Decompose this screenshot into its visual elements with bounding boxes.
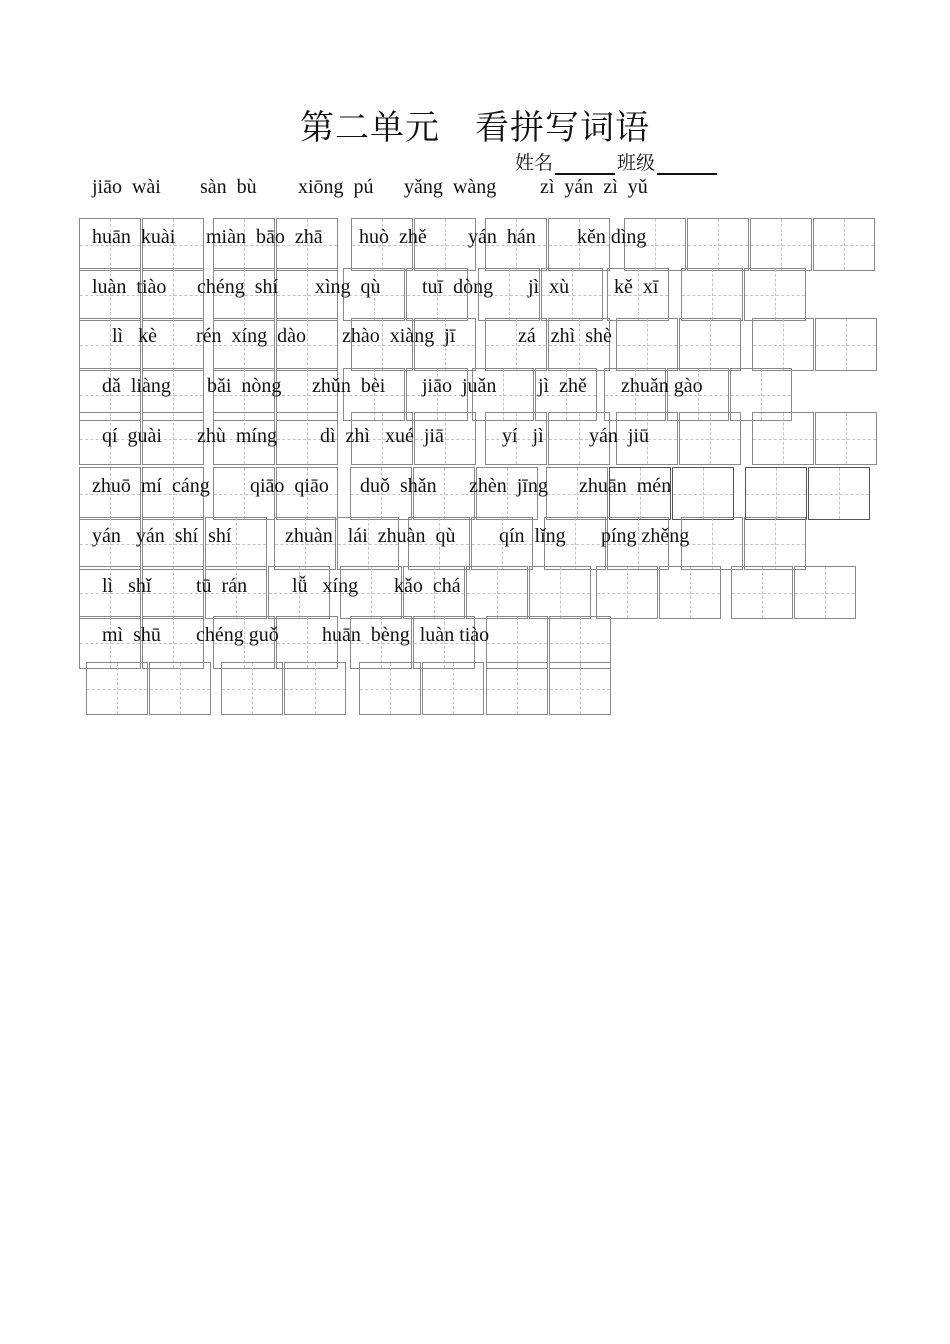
pinyin-word: píng zhěng [601,525,690,547]
pinyin-word: lì kè [112,325,157,347]
writing-box[interactable] [744,268,806,321]
pinyin-word: tū rán [196,575,248,597]
writing-box[interactable] [731,566,793,619]
student-info [515,148,719,175]
pinyin-word: yí jì [502,425,544,447]
writing-box[interactable] [596,566,658,619]
pinyin-word: chéng guǒ [196,624,279,646]
pinyin-word: zhuǎn gào [621,375,703,397]
writing-box[interactable] [359,662,421,715]
pinyin-word: huān kuài [92,226,176,248]
writing-box[interactable] [681,268,743,321]
writing-box[interactable] [529,566,591,619]
pinyin-word: tuī dòng [422,276,494,298]
writing-box[interactable] [486,662,548,715]
writing-box[interactable] [284,662,346,715]
writing-box[interactable] [672,467,734,520]
writing-box[interactable] [422,662,484,715]
pinyin-word: qiāo qiāo [250,475,329,497]
writing-box[interactable] [752,318,814,371]
pinyin-word: huān bèng luàn tiào [322,624,490,646]
pinyin-word: jiāo wài [92,176,161,198]
writing-box[interactable] [221,662,283,715]
pinyin-word: zá zhì shè [518,325,612,347]
class-blank[interactable] [657,155,717,175]
page-title: 第二单元 看拼写词语 [300,108,650,148]
writing-box[interactable] [687,218,749,271]
pinyin-word: kǎo chá [394,575,461,597]
pinyin-word: sàn bù [200,176,257,198]
class-label: 班级 [617,152,656,174]
pinyin-word: yán hán [468,226,536,248]
pinyin-word: qí guài [102,425,162,447]
writing-box[interactable] [681,517,743,570]
pinyin-word: mì shū [102,624,161,646]
writing-box[interactable] [745,467,807,520]
writing-box[interactable] [815,318,877,371]
pinyin-word: luàn tiào [92,276,167,298]
writing-box[interactable] [794,566,856,619]
pinyin-word: zhèn jīng [469,475,548,497]
pinyin-word: xiōng pú [298,176,374,198]
pinyin-word: kěn dìng [577,226,647,248]
writing-box[interactable] [466,566,528,619]
pinyin-word: duǒ shǎn [360,475,437,497]
pinyin-word: qín lǐng [499,525,566,547]
pinyin-word: yǎng wàng [404,176,497,198]
writing-box[interactable] [744,517,806,570]
pinyin-word: zì yán zì yǔ [540,176,648,198]
pinyin-word: chéng shí [197,276,279,298]
writing-box[interactable] [813,218,875,271]
pinyin-word: jiāo juǎn [422,375,497,397]
name-blank[interactable] [555,155,615,175]
name-label: 姓名 [515,152,554,174]
writing-box[interactable] [659,566,721,619]
pinyin-word: dǎ liàng [102,375,171,397]
writing-box[interactable] [679,318,741,371]
pinyin-word: miàn bāo zhā [206,226,323,248]
writing-box[interactable] [149,662,211,715]
writing-box[interactable] [815,412,877,465]
pinyin-word: zhǔn bèi [312,375,386,397]
writing-box[interactable] [752,412,814,465]
pinyin-word: jì zhě [538,375,587,397]
pinyin-word: zhuō mí cáng [92,475,210,497]
writing-box[interactable] [808,467,870,520]
pinyin-word: zhuàn lái zhuàn qù [285,525,456,547]
pinyin-word: huò zhě [359,226,427,248]
pinyin-word: lì shǐ [102,575,152,597]
pinyin-word: kě xī [614,276,659,298]
pinyin-word: bǎi nòng [207,375,282,397]
pinyin-word: yán yán shí shí [92,525,232,547]
pinyin-word: jì xù [528,276,570,298]
writing-box[interactable] [616,318,678,371]
pinyin-word: lǚ xíng [292,575,359,597]
writing-box[interactable] [750,218,812,271]
writing-box[interactable] [549,662,611,715]
pinyin-word: zhù míng [197,425,277,447]
pinyin-word: xìng qù [315,276,381,298]
pinyin-word: yán jiū [589,425,649,447]
pinyin-word: dì zhì xué jiā [320,425,444,447]
writing-box[interactable] [679,412,741,465]
writing-box[interactable] [86,662,148,715]
pinyin-word: zhào xiàng jī [342,325,456,347]
pinyin-word: zhuān mén [579,475,672,497]
pinyin-word: rén xíng dào [196,325,306,347]
